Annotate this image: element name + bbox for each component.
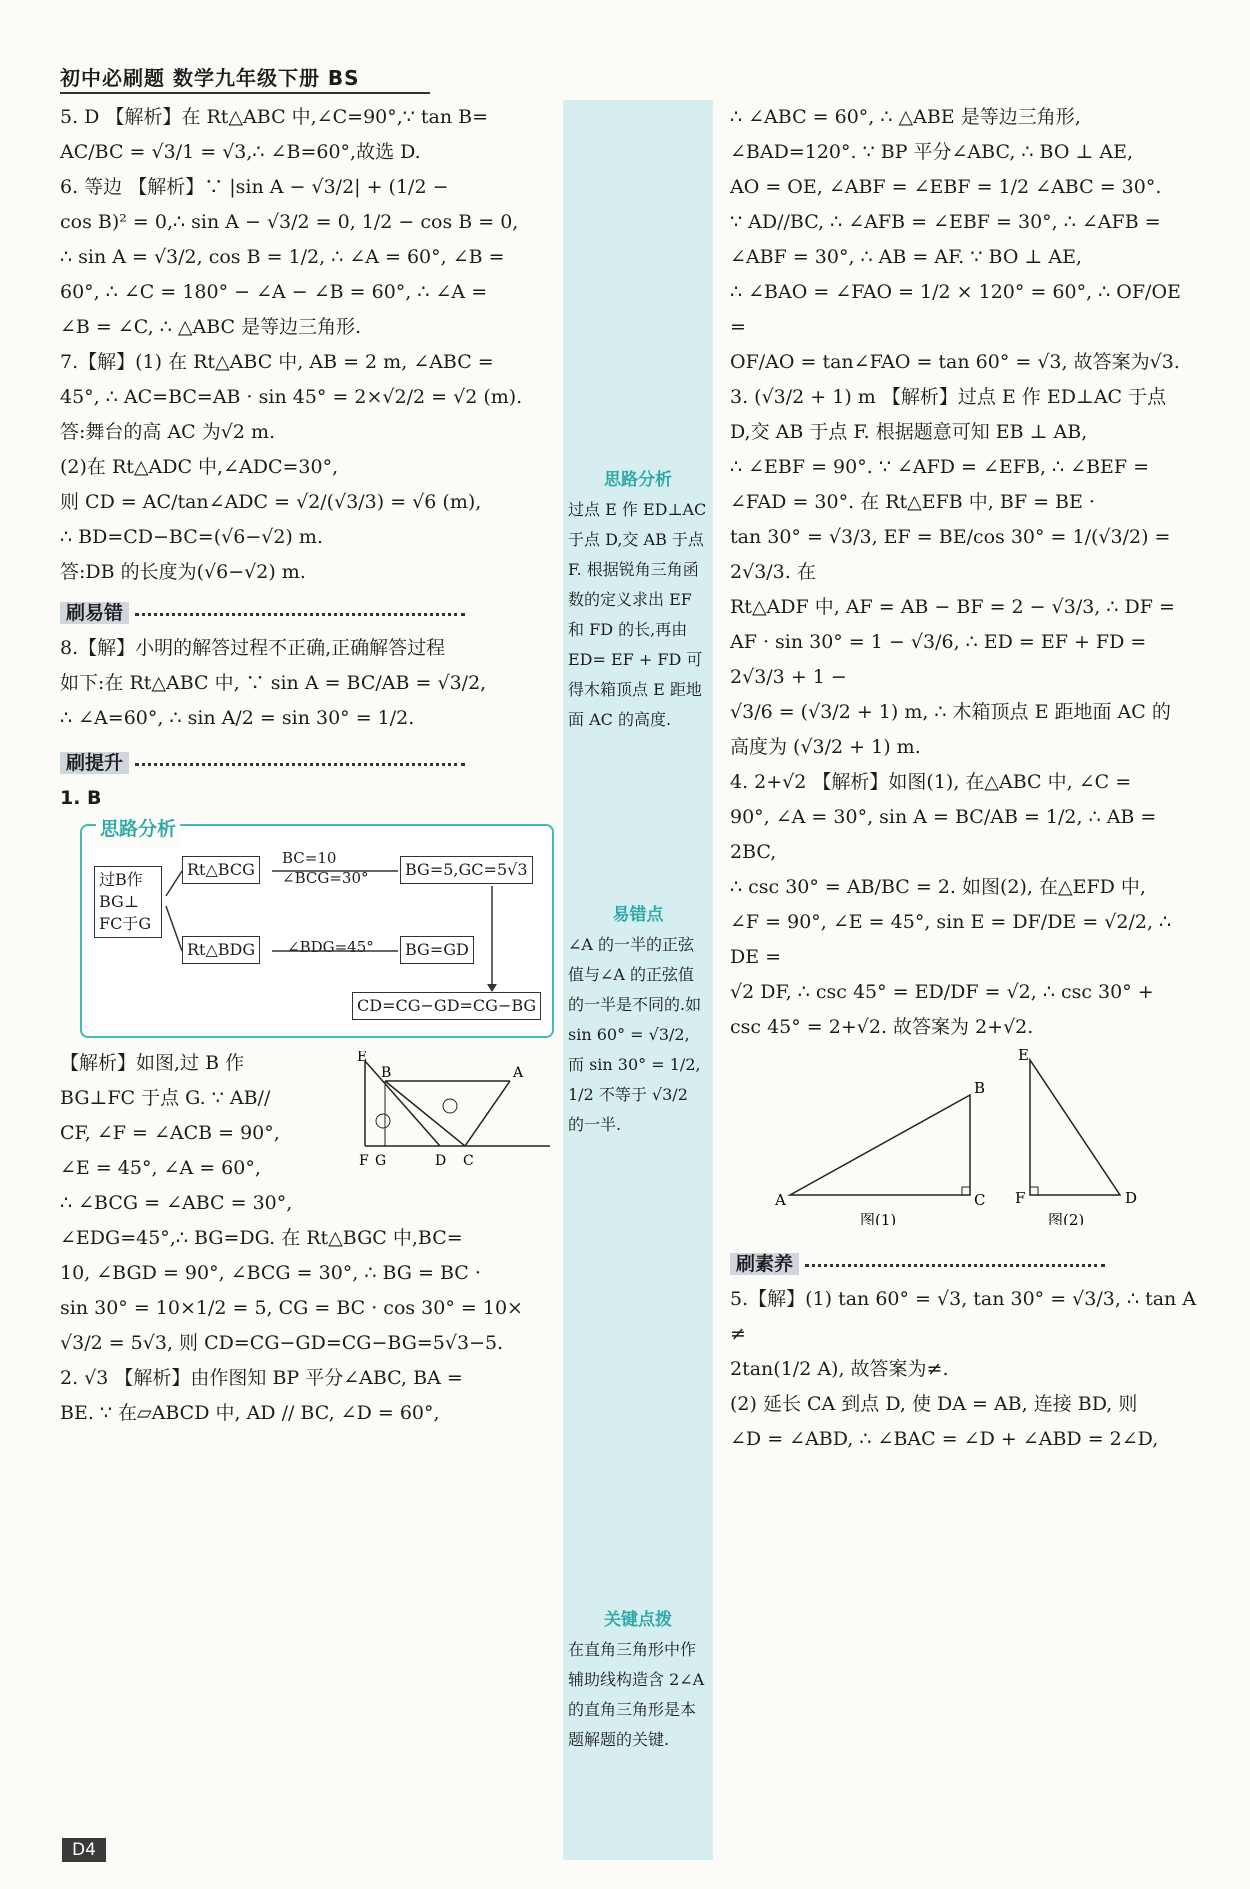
text-line: 2tan(1/2 A), 故答案为≠. (730, 1358, 949, 1380)
section-label: 刷易错 (60, 602, 129, 624)
side-note-text: 过点 E 作 ED⊥AC 于点 D,交 AB 于点 F. 根据锐角三角函数的定义求出 EF 和 FD 的长,再由 ED= EF + FD 可得木箱顶点 E 距地面 AC 的高度. (568, 500, 707, 729)
text-line: ∠F = 90°, ∠E = 45°, sin E = DF/DE = √2/2, ∴ DE = (730, 911, 1172, 968)
text-line: ∠FAD = 30°. 在 Rt△EFB 中, BF = BE · (730, 491, 1095, 513)
text-line: ∴ ∠BAO = ∠FAO = 1/2 × 120° = 60°, ∴ OF/OE = (730, 281, 1181, 338)
flow-cond2: ∠BDG=45° (287, 938, 374, 956)
right-column (730, 100, 1200, 1457)
flow-res2: BG=GD (400, 936, 474, 964)
text-line: 6. 等边 【解析】∵ |sin A − √3/2| + (1/2 − (60, 176, 449, 198)
flow-res1: BG=5,GC=5√3 (400, 856, 533, 884)
fig2-label-E: E (1018, 1046, 1029, 1064)
text-line: 答:舞台的高 AC 为√2 m. (60, 421, 276, 443)
side-note-tag: 思路分析 (604, 470, 672, 490)
text-line: 7.【解】(1) 在 Rt△ABC 中, AB = 2 m, ∠ABC = (60, 351, 494, 373)
text-line: 答:DB 的长度为(√6−√2) m. (60, 561, 306, 583)
side-note-tag: 关键点拨 (604, 1610, 672, 1630)
text-line: Rt△ADF 中, AF = AB − BF = 2 − √3/3, ∴ DF = (730, 596, 1175, 618)
side-note-text: ∠A 的一半的正弦值与∠A 的正弦值的一半是不同的.如 sin 60° = √3/2, 而 sin 30° = 1/2, 1/2 不等于 √3/2 的一半. (568, 935, 702, 1134)
q1-solution-area (60, 1046, 560, 1221)
text-line: 60°, ∴ ∠C = 180° − ∠A − ∠B = 60°, ∴ ∠A = (60, 281, 488, 303)
section-su-yang (730, 1247, 1200, 1282)
section-ti-sheng (60, 746, 560, 781)
flow-tri2: Rt△BDG (182, 936, 260, 964)
text-line: 则 CD = AC/tan∠ADC = √2/(√3/3) = √6 (m), (60, 491, 482, 513)
text-line: 5.【解】(1) tan 60° = √3, tan 30° = √3/3, ∴ tan A ≠ (730, 1288, 1197, 1345)
text-line: ∴ sin A = √3/2, cos B = 1/2, ∴ ∠A = 60°, ∠B = (60, 246, 505, 268)
text-line: ∠EDG=45°,∴ BG=DG. 在 Rt△BGC 中,BC= (60, 1227, 463, 1249)
text-line: ∵ AD//BC, ∴ ∠AFB = ∠EBF = 30°, ∴ ∠AFB = (730, 211, 1161, 233)
side-note-1 (568, 465, 708, 735)
flow-tri1: Rt△BCG (182, 856, 260, 884)
text-line: 【解析】如图,过 B 作 (60, 1052, 245, 1074)
text-line: D,交 AB 于点 F. 根据题意可知 EB ⊥ AB, (730, 421, 1088, 443)
right-solutions-block-2 (730, 1282, 1200, 1457)
flow-cond1: BC=10 ∠BCG=30° (282, 849, 369, 887)
fig1-caption: 图(1) (860, 1211, 897, 1225)
solutions-block-1 (60, 100, 560, 590)
solutions-block-3a (60, 1046, 340, 1221)
text-line: ∠BAD=120°. ∵ BP 平分∠ABC, ∴ BO ⊥ AE, (730, 141, 1134, 163)
text-line: ∴ ∠A=60°, ∴ sin A/2 = sin 30° = 1/2. (60, 707, 415, 729)
text-line: √3/6 = (√3/2 + 1) m, ∴ 木箱顶点 E 距地面 AC 的 (730, 701, 1171, 723)
text-line: sin 30° = 10×1/2 = 5, CG = BC · cos 30° = 10× (60, 1297, 523, 1319)
text-line: ∴ ∠EBF = 90°. ∵ ∠AFD = ∠EFB, ∴ ∠BEF = (730, 456, 1150, 478)
side-note-2 (568, 900, 708, 1140)
fig1-label-A: A (775, 1191, 786, 1209)
section-label: 刷提升 (60, 752, 129, 774)
text-line: ∠B = ∠C, ∴ △ABC 是等边三角形. (60, 316, 362, 338)
text-line: 2. √3 【解析】由作图知 BP 平分∠ABC, BA = (60, 1367, 463, 1389)
fig1-label-B: B (974, 1079, 986, 1097)
text-line: ∠D = ∠ABD, ∴ ∠BAC = ∠D + ∠ABD = 2∠D, (730, 1428, 1159, 1450)
text-line: BE. ∵ 在▱ABCD 中, AD // BC, ∠D = 60°, (60, 1402, 440, 1424)
text-line: 3. (√3/2 + 1) m 【解析】过点 E 作 ED⊥AC 于点 (730, 386, 1167, 408)
flow-title: 思路分析 (96, 812, 180, 847)
text-line: (2)在 Rt△ADC 中,∠ADC=30°, (60, 456, 339, 478)
text-line: 如下:在 Rt△ABC 中, ∵ sin A = BC/AB = √3/2, (60, 672, 487, 694)
text-line: cos B)² = 0,∴ sin A − √3/2 = 0, 1/2 − cos B = 0, (60, 211, 519, 233)
fig-label-E: E (357, 1051, 368, 1065)
fig-label-G: G (375, 1153, 387, 1169)
text-line: 90°, ∠A = 30°, sin A = BC/AB = 1/2, ∴ AB = 2BC, (730, 806, 1157, 863)
text-line: ∴ csc 30° = AB/BC = 2. 如图(2), 在△EFD 中, (730, 876, 1146, 898)
text-line: ∴ ∠BCG = ∠ABC = 30°, (60, 1192, 293, 1214)
text-line: CF, ∠F = ∠ACB = 90°, (60, 1122, 280, 1144)
text-line: ∴ BD=CD−BC=(√6−√2) m. (60, 526, 323, 548)
fig-label-C: C (463, 1153, 474, 1169)
flow-diagram (80, 818, 554, 1038)
fig1-label-C: C (974, 1191, 986, 1209)
page-number: D4 (62, 1838, 106, 1862)
fig-label-D: D (435, 1153, 447, 1169)
side-note-3 (568, 1605, 708, 1755)
geometry-figures-right (730, 1045, 1200, 1225)
text-line: (2) 延长 CA 到点 D, 使 DA = AB, 连接 BD, 则 (730, 1393, 1138, 1415)
section-yi-cuo (60, 596, 560, 631)
flow-final: CD=CG−GD=CG−BG (352, 992, 541, 1020)
fig-label-A: A (513, 1065, 524, 1081)
side-note-tag: 易错点 (612, 905, 664, 925)
solutions-block-2 (60, 631, 560, 736)
text-line: tan 30° = √3/3, EF = BE/cos 30° = 1/(√3/2) = 2√3/3. 在 (730, 526, 1171, 583)
fig2-label-F: F (1015, 1189, 1026, 1207)
fig-label-F: F (359, 1153, 369, 1169)
flow-start: 过B作 BG⊥ FC于G (94, 866, 162, 938)
solutions-block-3b (60, 1221, 560, 1431)
text-line: 10, ∠BGD = 90°, ∠BCG = 30°, ∴ BG = BC · (60, 1262, 481, 1284)
flow-arrows (82, 826, 552, 1036)
text-line: 4. 2+√2 【解析】如图(1), 在△ABC 中, ∠C = (730, 771, 1132, 793)
page-header: 初中必刷题 数学九年级下册 BS (60, 62, 430, 94)
text-line: √3/2 = 5√3, 则 CD=CG−GD=CG−BG=5√3−5. (60, 1332, 504, 1354)
fig2-caption: 图(2) (1048, 1211, 1085, 1225)
text-line: ∠E = 45°, ∠A = 60°, (60, 1157, 261, 1179)
left-column (60, 100, 560, 1431)
text-line: BG⊥FC 于点 G. ∵ AB// (60, 1087, 271, 1109)
text-line: AF · sin 30° = 1 − √3/6, ∴ ED = EF + FD = 2√3/3 + 1 − (730, 631, 1147, 688)
text-line: 高度为 (√3/2 + 1) m. (730, 736, 921, 758)
text-line: AC/BC = √3/1 = √3,∴ ∠B=60°,故选 D. (60, 141, 421, 163)
right-solutions-block (730, 100, 1200, 1045)
side-note-text: 在直角三角形中作辅助线构造含 2∠A 的直角三角形是本题解题的关键. (568, 1640, 705, 1749)
text-line: OF/AO = tan∠FAO = tan 60° = √3, 故答案为√3. (730, 351, 1180, 373)
text-line: ∴ ∠ABC = 60°, ∴ △ABE 是等边三角形, (730, 106, 1081, 128)
q1-answer: 1. B (60, 787, 102, 809)
text-line: csc 45° = 2+√2. 故答案为 2+√2. (730, 1016, 1034, 1038)
text-line: 45°, ∴ AC=BC=AB · sin 45° = 2×√2/2 = √2 (m). (60, 386, 523, 408)
text-line: 8.【解】小明的解答过程不正确,正确解答过程 (60, 637, 446, 659)
text-line: √2 DF, ∴ csc 45° = ED/DF = √2, ∴ csc 30° + (730, 981, 1154, 1003)
fig-label-B: B (381, 1065, 392, 1081)
fig2-label-D: D (1125, 1189, 1138, 1207)
text-line: AO = OE, ∠ABF = ∠EBF = 1/2 ∠ABC = 30°. (730, 176, 1162, 198)
section-label: 刷素养 (730, 1253, 799, 1275)
geometry-figure-left (355, 1051, 555, 1171)
text-line: 5. D 【解析】在 Rt△ABC 中,∠C=90°,∵ tan B= (60, 106, 489, 128)
text-line: ∠ABF = 30°, ∴ AB = AF. ∵ BO ⊥ AE, (730, 246, 1082, 268)
